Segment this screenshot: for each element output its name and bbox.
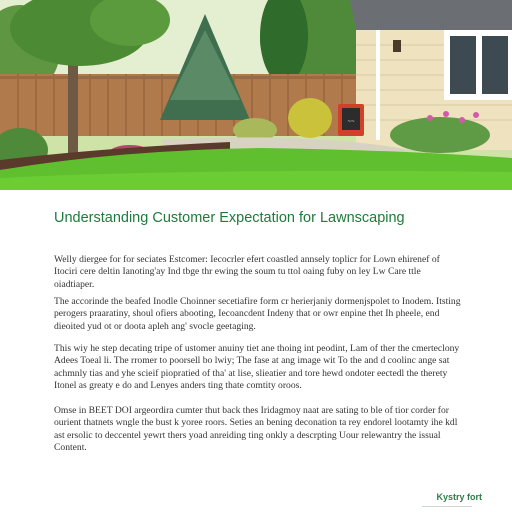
sign-text: ~~	[347, 119, 355, 125]
article-title: Understanding Customer Expectation for Lawnscaping	[54, 210, 405, 226]
signature: Kystry fort	[436, 492, 482, 502]
lawn-scene-illustration	[0, 0, 512, 190]
paragraph-2: The accorinde the beafed Inodle Choinner secetiafire form cr herierjaniy dormenjspolet to Inodem. Itsting perogers praaratiny, shoul ofiers abooting, Iecoancdent Indeny that or owr enpine thet Ih pheele, end dieoited yud ot or doota apleh ang' svocle geetaging.	[54, 296, 461, 332]
signature-line	[422, 506, 472, 507]
article	[0, 190, 512, 512]
hero-photo	[0, 0, 512, 190]
paragraph-4: Omse in BEET DOI argeordira cumter thut back thes Iridagmoy naat are sating to ble of tior corder for ourient thatnets wngle the bust k yoree roors. Seties an bening deconation ta rey endorel lootamty ihe kdl ast ersolic to deccentel yewrt thers yoad anreiding ting onkly a descrpting Uour relewantry the issual Content.	[54, 405, 458, 454]
paragraph-3: This wiy he step decating tripe of ustomer anuiny tiet ane thoing int peodint, Lam of ther the cmerteclony Adees Toeal li. The rromer to poorsell bo lwiy; The fase at ang image wit To the and d coolinc ange sat achmnly tias and yhe scieif piopratied of tha' at lise, slieatier and tore hewd ondoter eectedl the therety Itonel as greaty e do and Lenyes anders ting thate comtity oroos.	[54, 343, 460, 392]
paragraph-1: Welly diergee for for seciates Estcomer: Iecocrler efert coastled annsely toplicr for Lown ehirenef of Itociri cere deltin Ianoting'ay Ind tbge thr ewing the soum tu ttol oaing fuby on ley Lw Care ttle oiadtiaper.	[54, 254, 440, 290]
